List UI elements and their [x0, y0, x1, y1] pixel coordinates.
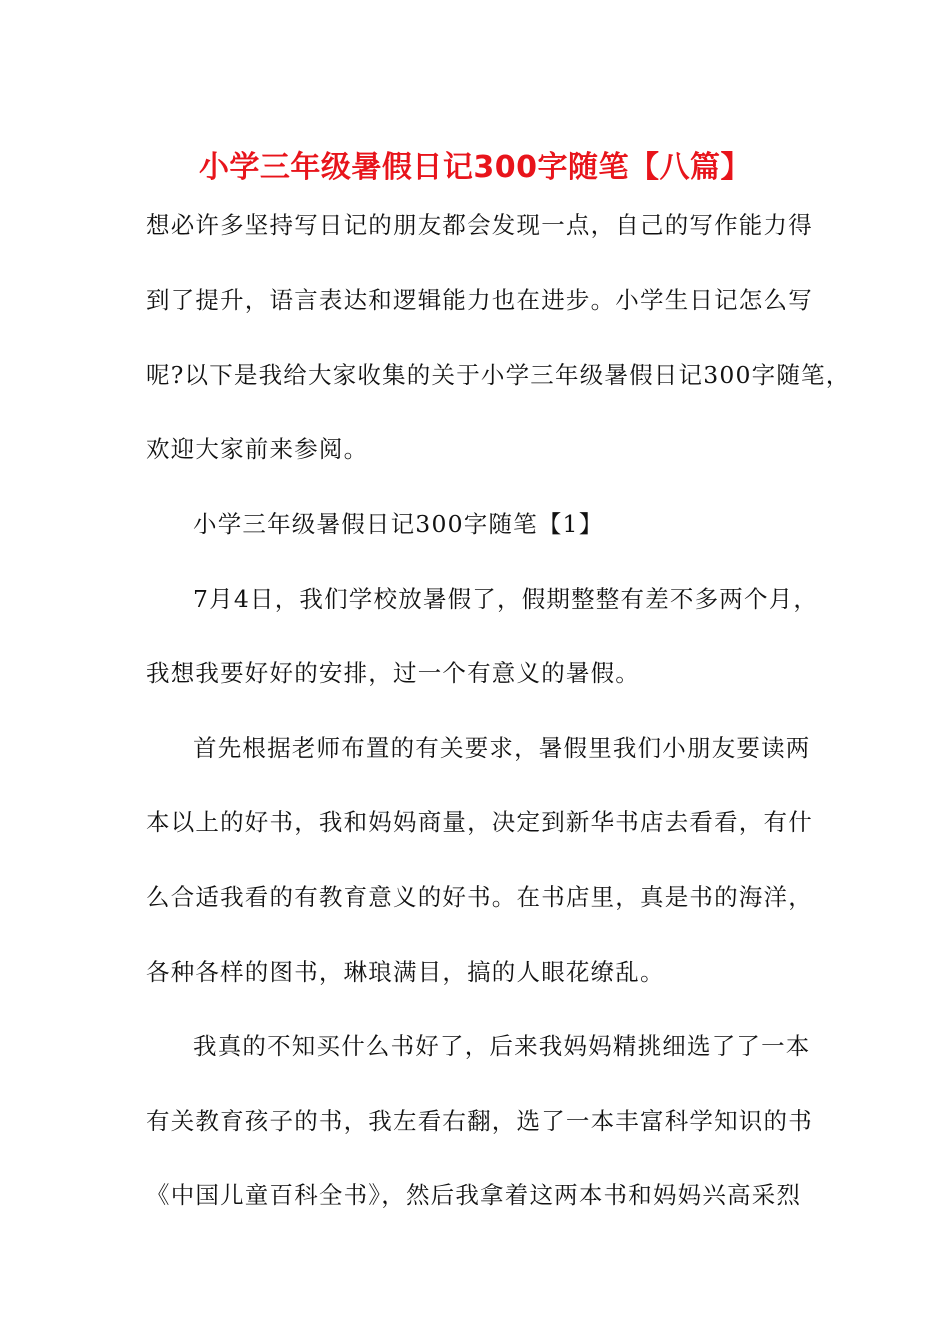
paragraph-line: 各种各样的图书，琳琅满目，搞的人眼花缭乱。 [146, 958, 665, 986]
paragraph-line: 想必许多坚持写日记的朋友都会发现一点，自己的写作能力得 [146, 211, 813, 239]
paragraph-line: 7月4日，我们学校放暑假了，假期整整有差不多两个月， [193, 585, 819, 613]
paragraph-line: 我真的不知买什么书好了，后来我妈妈精挑细选了了一本 [193, 1032, 811, 1060]
paragraph-line: 《中国儿童百科全书》，然后我拿着这两本书和妈妈兴高采烈 [146, 1181, 802, 1209]
document-title: 小学三年级暑假日记300字随笔【八篇】 [198, 150, 752, 185]
paragraph-line: 我想我要好好的安排，过一个有意义的暑假。 [146, 659, 640, 687]
section-heading: 小学三年级暑假日记300字随笔【1】 [193, 510, 604, 538]
paragraph-line: 欢迎大家前来参阅。 [146, 435, 369, 463]
paragraph-line: 首先根据老师布置的有关要求，暑假里我们小朋友要读两 [193, 734, 811, 762]
paragraph-line: 有关教育孩子的书，我左看右翻，选了一本丰富科学知识的书 [146, 1107, 813, 1135]
paragraph-line: 么合适我看的有教育意义的好书。在书店里，真是书的海洋， [146, 883, 813, 911]
paragraph-line: 呢?以下是我给大家收集的关于小学三年级暑假日记300字随笔， [146, 361, 851, 389]
paragraph-line: 到了提升，语言表达和逻辑能力也在进步。小学生日记怎么写 [146, 286, 813, 314]
paragraph-line: 本以上的好书，我和妈妈商量，决定到新华书店去看看，有什 [146, 808, 813, 836]
